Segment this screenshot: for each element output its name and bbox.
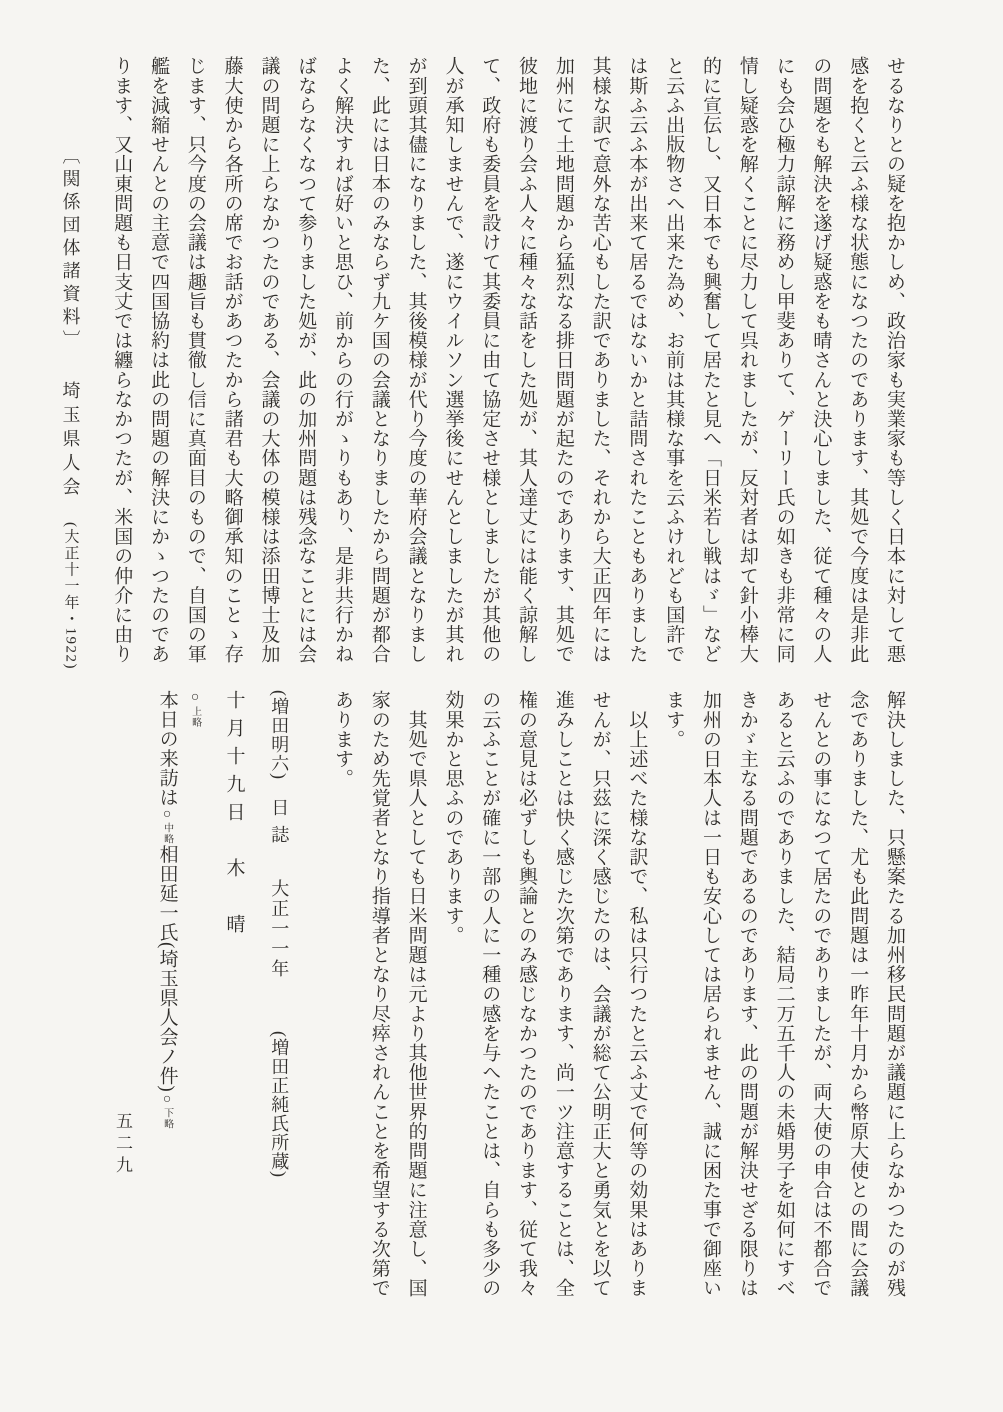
text-column: と云ふ出版物さへ出来た為め、お前は其様な事を云ふけれども国許で <box>663 56 685 664</box>
text-column: 加州にて土地問題から猛烈なる排日問題が起たのであります、其処で <box>552 56 574 664</box>
diary-era: 大正一一年 <box>269 879 290 979</box>
circle-mark: ○ <box>159 807 175 823</box>
ellipsis-bottom-label: 下略 <box>161 1107 173 1130</box>
source-attribution <box>260 690 297 1340</box>
diary-title: 日誌 <box>269 797 290 852</box>
top-text-block <box>52 56 912 668</box>
ellipsis-top-label: 上略 <box>189 706 201 728</box>
text-column: 念でありました、尤も此問題は一昨年十月から幣原大使との間に会議 <box>847 690 869 1298</box>
text-column: 藤大使から各所の席でお話があつたから諸君も大略御承知のことゝ存 <box>221 56 243 664</box>
text-column: ます。 <box>663 690 685 749</box>
text-column: ります、又山東問題も日支丈では纏らなかつたが、米国の仲介に由り <box>111 56 133 664</box>
diary-author: (増田明六) <box>269 690 290 780</box>
text-column: 彼地に渡り会ふ人々に種々な話をした処が、其人達丈には能く諒解し <box>516 56 538 664</box>
text-column: せんとの事になつて居たのでありましたが、両大使の申合は不都合で <box>810 690 832 1298</box>
circle-mark: ○ <box>187 690 203 706</box>
bottom-text-block <box>153 690 912 1340</box>
text-column: きかゞ主なる問題であるのであります、此の問題が解決せざる限りは <box>736 690 758 1298</box>
text-column: せるなりとの疑を抱かしめ、政治家も実業家も等しく日本に対して悪 <box>884 56 905 664</box>
diary-entry-text: 本日の来訪は <box>156 690 178 807</box>
page-number: 五二九 <box>113 1112 132 1178</box>
text-column: た、此には日本のみならず九ケ国の会議となりましたから問題が都合 <box>368 56 390 664</box>
text-column: 家のため先覚者となり指導者となり尽瘁されんことを希望する次第で <box>368 690 390 1298</box>
text-column: 解決しました、只懸案たる加州移民問題が議題に上らなかつたのが残 <box>884 690 905 1298</box>
text-column: 以上述べた様な訳で、私は只行つたと云ふ丈で何等の効果はありま <box>626 690 648 1298</box>
text-column: の問題をも解決を遂げ疑惑をも晴さんと決心しました、従て種々の人 <box>810 56 832 664</box>
ellipsis-top-mark <box>181 690 209 1340</box>
text-column: 権の意見は必ずしも輿論とのみ感じなかつたのであります、従て我々 <box>516 690 538 1298</box>
ellipsis-mid-label: 中略 <box>161 822 173 845</box>
text-column: 情し疑惑を解くことに尽力して呉れましたが、反対者は却て針小棒大 <box>736 56 758 664</box>
text-column: ばならなくなつて参りました処が、此の加州問題は残念なことには会 <box>295 56 317 664</box>
text-column: あります。 <box>332 690 354 788</box>
text-column: 艦を減縮せんとの主意で四国協約は此の問題の解決にかゝつたのであ <box>148 56 170 664</box>
diary-date-line: 十月十九日 木 晴 <box>223 690 245 942</box>
text-column: 人が承知しませんで、遂にウイルソン選挙後にせんとしましたが其れ <box>442 56 464 664</box>
text-column: の云ふことが確に一部の人に一種の感を与へたことは、自らも多少の <box>479 690 501 1298</box>
text-column: て、政府も委員を設けて其委員に由て協定させ様としましたが其他の <box>479 56 501 664</box>
text-column: せんが、只茲に深く感じたのは、会議が総て公明正大と勇気とを以て <box>589 690 611 1298</box>
circle-mark: ○ <box>159 1092 175 1108</box>
diary-entry <box>153 690 181 1340</box>
diary-owner: (増田正純氏所蔵) <box>269 1030 290 1178</box>
text-column: 的に宣伝し、又日本でも興奮して居たと見へ「日米若し戦はゞ」など <box>700 56 722 664</box>
text-column: 進みしことは快く感じた次第であります、尚一ツ注意することは、全 <box>552 690 574 1298</box>
diary-entry-text: 相田延一氏(埼玉県人会ノ件) <box>156 844 178 1093</box>
text-column: よく解決すれば好いと思ひ、前からの行がゝりもあり、是非共行かね <box>332 56 354 664</box>
text-column: 其処で県人としても日米問題は元より其他世界的問題に注意し、国 <box>405 690 427 1298</box>
text-column: 効果かと思ふのであります。 <box>442 690 464 945</box>
section-label: 〔関係団体諸資料〕 <box>60 146 81 353</box>
text-column: 加州の日本人は一日も安心しては居られません、誠に困た事で御座い <box>700 690 722 1298</box>
text-column: が到頭其儘になりました、其後模様が代り今度の華府会議となりまし <box>405 56 427 664</box>
text-column: は斯ふ云ふ本が出来て居るではないかと詰問されたこともありました <box>626 56 648 664</box>
text-column: あると云ふのでありました、結局二万五千人の未婚男子を如何にすべ <box>773 690 795 1298</box>
section-header <box>52 56 89 668</box>
text-column: 議の問題に上らなかつたのである、会議の大体の模様は添田博士及加 <box>258 56 280 664</box>
section-date: (大正十一年・1922) <box>62 522 79 670</box>
text-column: 其様な訳で意外な苦心もした訳でありました、それから大正四年には <box>589 56 611 664</box>
text-column: にも会ひ極力諒解に務めし甲斐ありて、ゲーリー氏の如きも非常に同 <box>773 56 795 664</box>
text-column: じます、只今度の会議は趣旨も貫徹し信に真面目のもので、自国の軍 <box>184 56 206 664</box>
text-column: 感を抱くと云ふ様な状態になつたのであります、其処で今度は是非此 <box>847 56 869 664</box>
section-title: 埼玉県人会 <box>60 380 81 501</box>
